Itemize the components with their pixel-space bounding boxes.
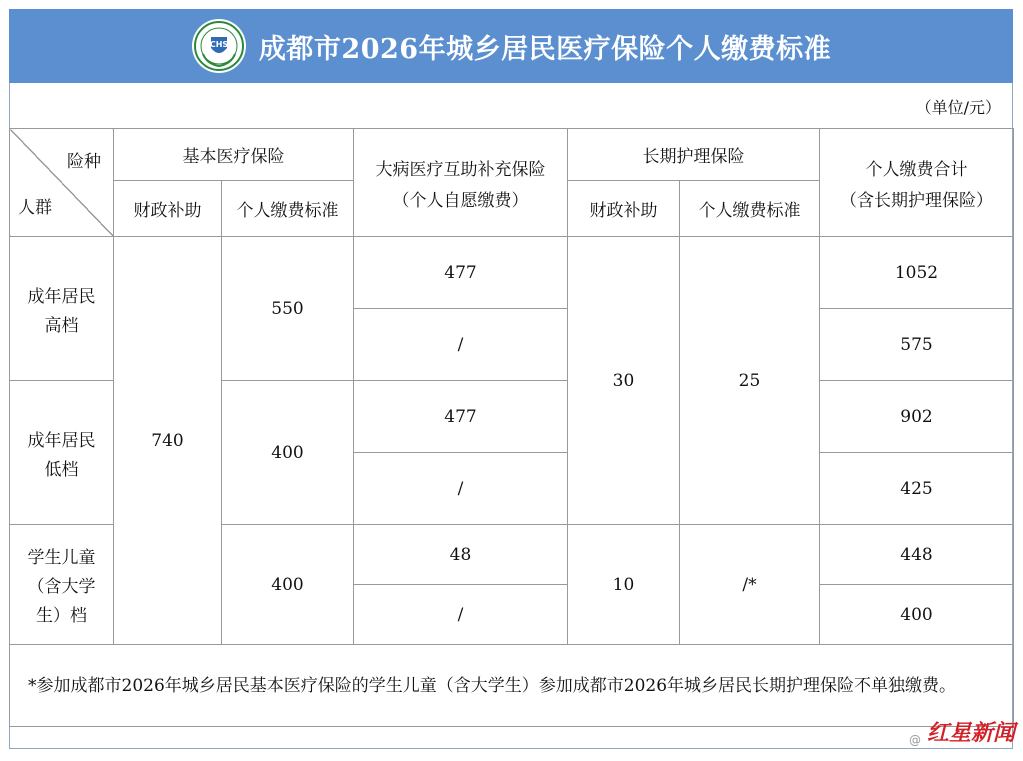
basic-personal-value: 400 [222,525,354,645]
total-value: 425 [820,453,1014,525]
ltc-personal-value: /* [680,525,820,645]
chs-emblem-icon [191,18,247,74]
basic-fiscal-value: 740 [114,237,222,645]
footnote: *参加成都市2026年城乡居民基本医疗保险的学生儿童（含大学生）参加成都市2026年城乡居民长期护理保险不单独缴费。 [10,645,1014,727]
total-value: 902 [820,381,1014,453]
basic-personal-value: 550 [222,237,354,381]
serious-value: 48 [354,525,568,585]
serious-value: / [354,585,568,645]
watermark [909,716,1015,747]
title-banner [9,9,1013,83]
serious-value: 477 [354,381,568,453]
page-title: 成都市2026年城乡居民医疗保险个人缴费标准 [258,33,832,65]
header-population: 人群 [18,198,52,218]
header-serious-illness: 大病医疗互助补充保险 （个人自愿缴费） [354,129,568,237]
watermark-brand: 红星新闻 [926,720,1015,746]
header-insurance-type: 险种 [67,152,101,172]
svg-text:CHS: CHS [209,40,229,49]
total-value: 400 [820,585,1014,645]
serious-value: 477 [354,237,568,309]
header-diagonal-cell [10,129,114,237]
serious-value: / [354,453,568,525]
header-ltc-fiscal: 财政补助 [568,181,680,237]
header-basic-fiscal: 财政补助 [114,181,222,237]
basic-personal-value: 400 [222,381,354,525]
total-value: 575 [820,309,1014,381]
header-basic-personal: 个人缴费标准 [222,181,354,237]
header-basic-insurance: 基本医疗保险 [114,129,354,181]
fee-table [9,128,1014,727]
total-value: 448 [820,525,1014,585]
group-adult-high: 成年居民 高档 [10,237,114,381]
header-total: 个人缴费合计 （含长期护理保险） [820,129,1014,237]
header-ltc-personal: 个人缴费标准 [680,181,820,237]
watermark-at: @ [908,733,921,747]
unit-label: （单位/元） [915,98,1001,117]
header-ltc-insurance: 长期护理保险 [568,129,820,181]
ltc-personal-value: 25 [680,237,820,525]
serious-value: / [354,309,568,381]
ltc-fiscal-value: 30 [568,237,680,525]
group-adult-low: 成年居民 低档 [10,381,114,525]
total-value: 1052 [820,237,1014,309]
ltc-fiscal-value: 10 [568,525,680,645]
group-student: 学生儿童 （含大学 生）档 [10,525,114,645]
